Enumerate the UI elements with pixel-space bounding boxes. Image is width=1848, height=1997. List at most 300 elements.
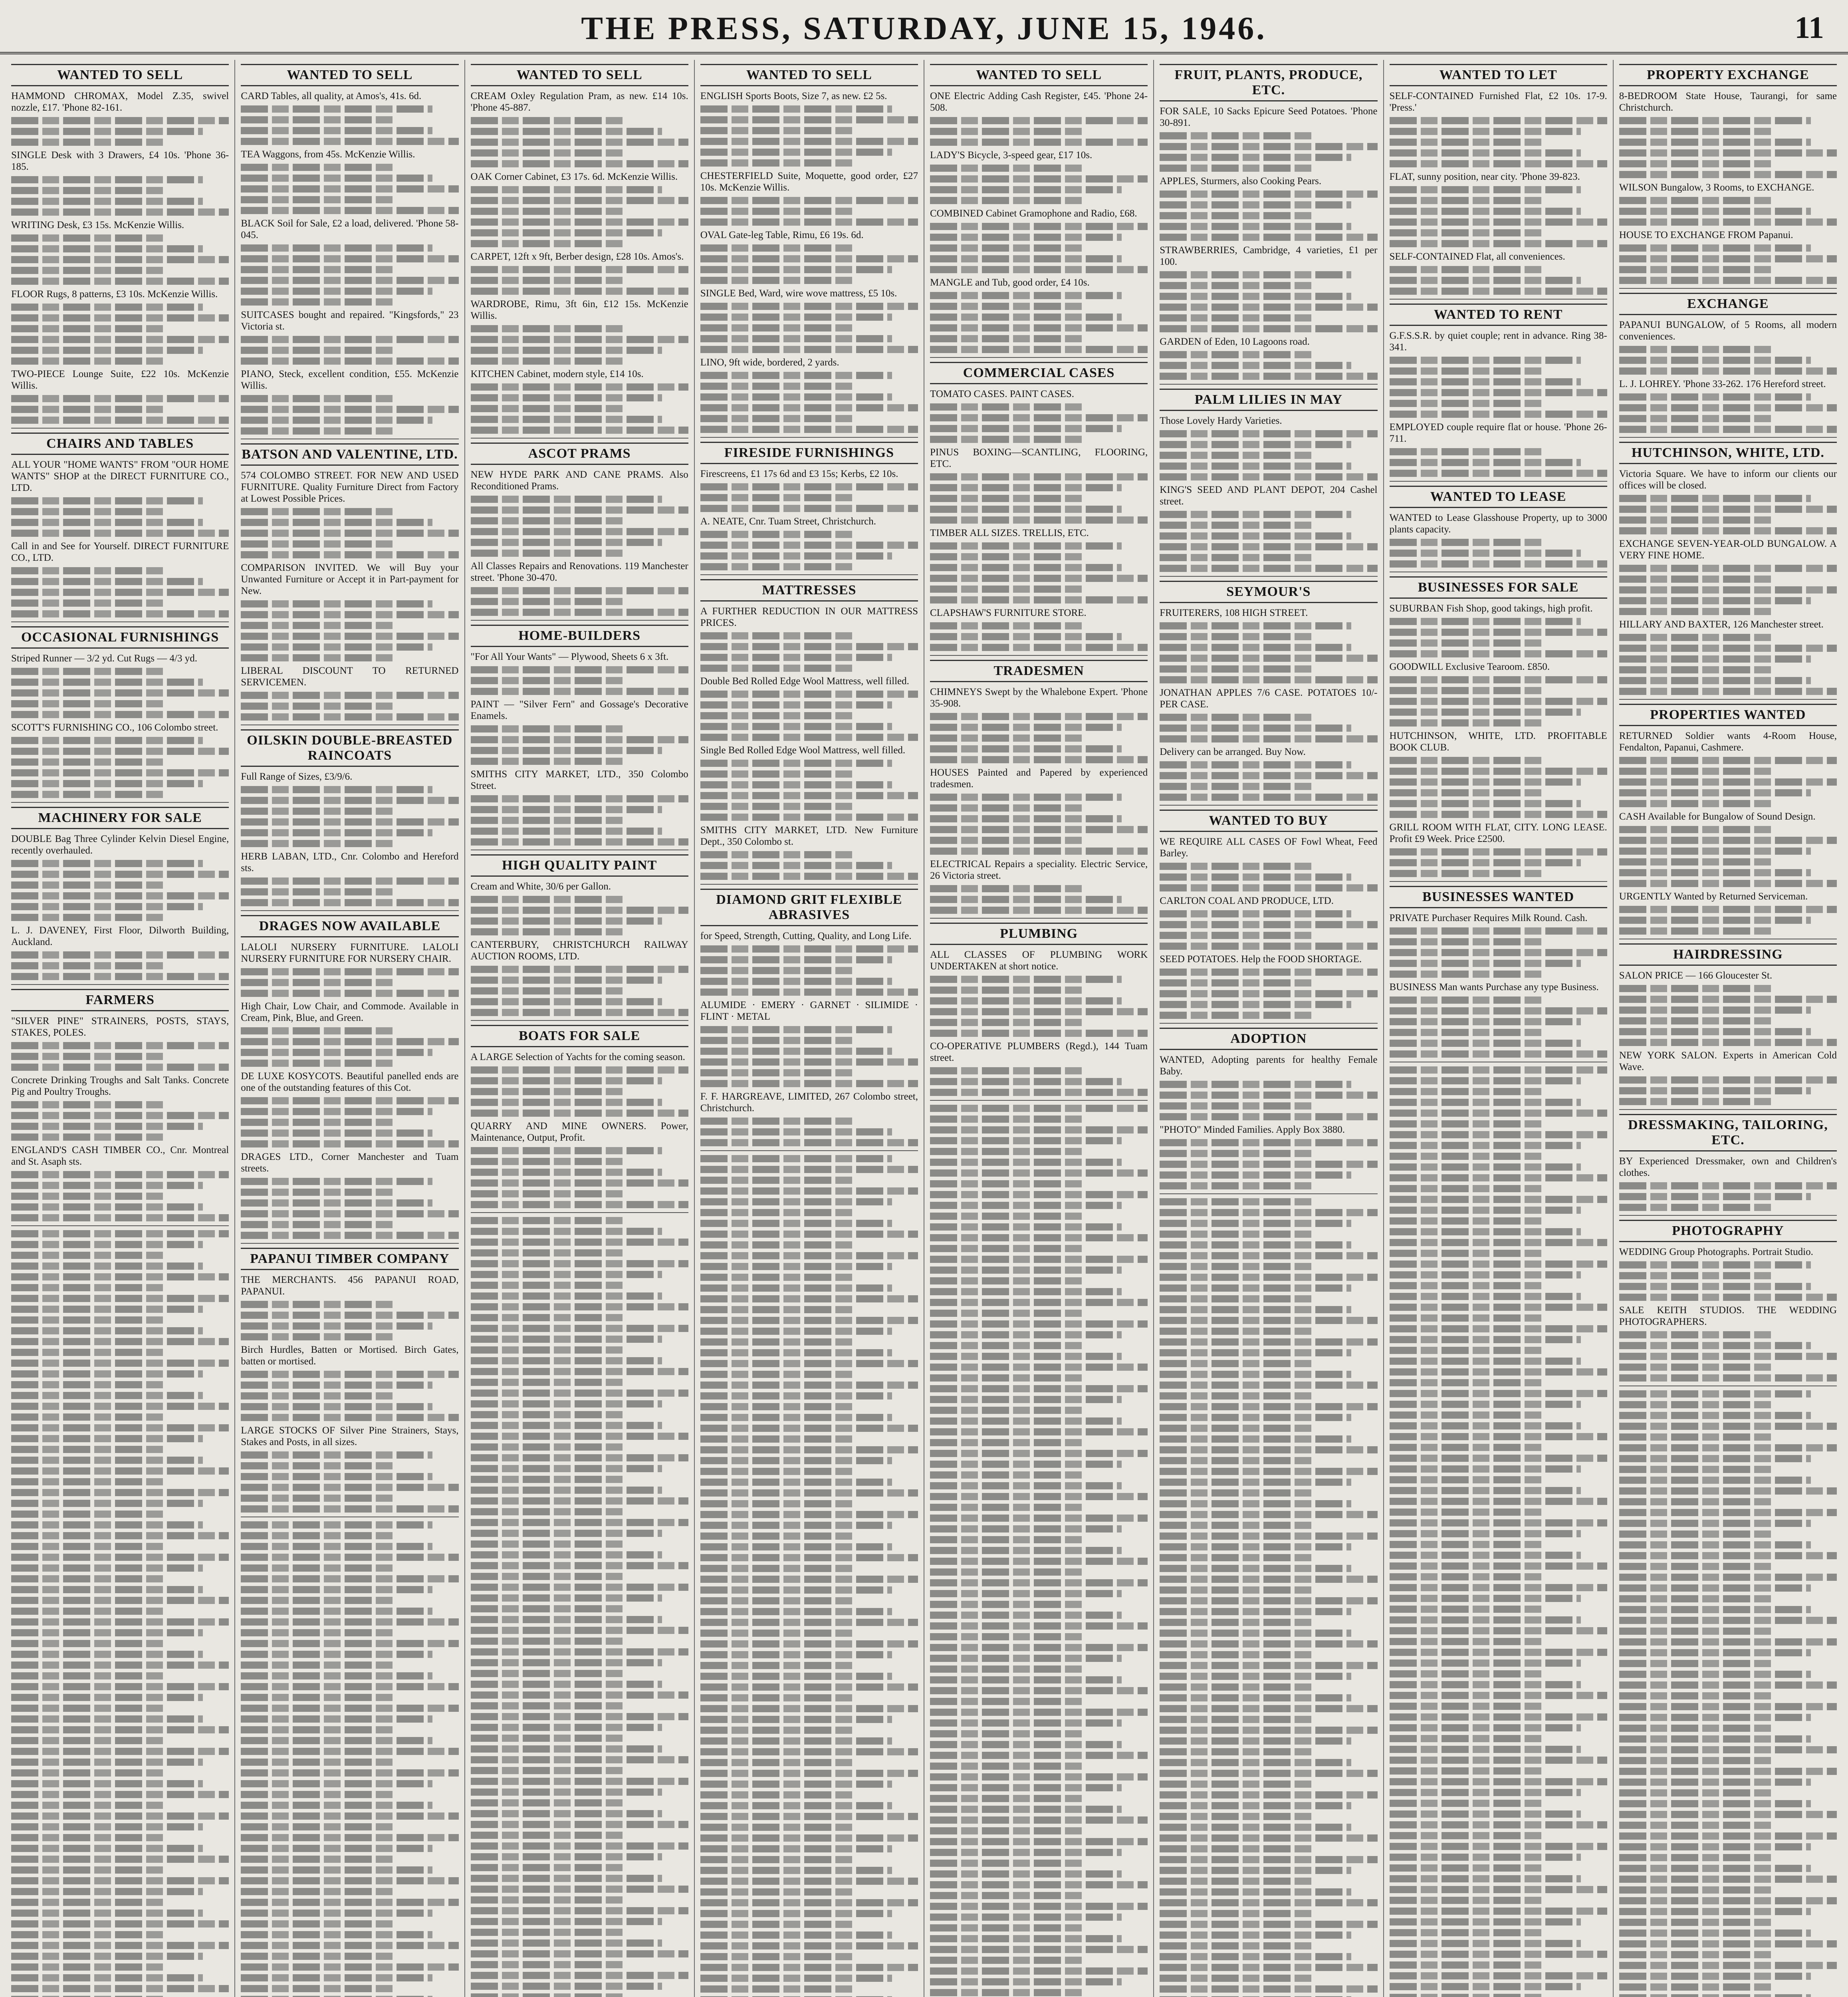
section-heading: WANTED TO RENT — [1390, 304, 1607, 326]
print-texture-line — [241, 1130, 432, 1137]
print-texture-line — [1619, 1606, 1811, 1613]
print-texture-line — [471, 1411, 623, 1418]
print-texture-line — [1160, 511, 1351, 518]
classified-ad: WILSON Bungalow, 3 Rooms, to EXCHANGE. — [1619, 182, 1814, 193]
print-texture-line — [471, 506, 688, 514]
print-texture-line — [471, 427, 688, 434]
print-texture-line — [1160, 1382, 1377, 1389]
print-texture-line — [11, 256, 229, 263]
print-texture-line — [11, 769, 229, 776]
print-texture-line — [1619, 1908, 1811, 1915]
print-texture-line — [1390, 378, 1581, 385]
print-texture-line — [471, 817, 623, 824]
section-divider — [11, 428, 229, 429]
print-texture-line — [471, 1476, 623, 1483]
print-texture-line — [700, 1128, 892, 1135]
section-divider — [471, 1020, 688, 1021]
print-texture-line — [930, 1741, 1122, 1748]
print-texture-line — [700, 1813, 918, 1820]
print-texture-line — [241, 530, 458, 537]
print-texture-line — [1619, 1725, 1772, 1732]
print-texture-line — [241, 1608, 432, 1615]
print-texture-line — [930, 1816, 1148, 1824]
print-texture-line — [1390, 1368, 1607, 1376]
print-texture-line — [700, 873, 918, 880]
print-texture-line — [1390, 1077, 1581, 1084]
print-texture-line — [930, 1644, 1148, 1651]
print-texture-line — [471, 1735, 623, 1742]
print-texture-line — [11, 1662, 229, 1669]
print-texture-line — [1619, 688, 1837, 695]
print-texture-line — [471, 1896, 623, 1904]
print-texture-line — [1619, 139, 1811, 146]
print-texture-line — [700, 531, 853, 538]
classified-ad: NEW YORK SALON. Experts in American Cold Wave. — [1619, 1050, 1837, 1072]
print-texture-line — [471, 966, 688, 973]
print-texture-line — [471, 1939, 662, 1947]
print-texture-line — [1390, 1595, 1581, 1602]
print-texture-line — [1160, 1619, 1312, 1626]
print-texture-line — [700, 494, 853, 501]
print-texture-line — [700, 1511, 918, 1518]
print-texture-line — [930, 436, 1083, 443]
print-texture-line — [1390, 1142, 1581, 1149]
print-texture-line — [1390, 139, 1542, 146]
classified-ad: TWO-PIECE Lounge Suite, £22 10s. McKenzie Willis. — [11, 369, 229, 391]
print-texture-line — [700, 426, 918, 433]
print-texture-line — [700, 1532, 853, 1540]
print-texture-line — [471, 1454, 688, 1461]
print-texture-line — [1390, 1379, 1542, 1386]
classified-ad: LIBERAL DISCOUNT TO RETURNED SERVICEMEN. — [241, 665, 459, 688]
print-texture-line — [930, 1676, 1122, 1683]
print-texture-line — [930, 1892, 1083, 1899]
print-texture-line — [11, 1618, 229, 1626]
print-texture-line — [1390, 1530, 1581, 1537]
print-texture-line — [1390, 1541, 1542, 1548]
print-texture-line — [11, 139, 164, 146]
print-texture-line — [1619, 1401, 1772, 1408]
classified-ad: SEED POTATOES. Help the FOOD SHORTAGE. — [1160, 954, 1362, 965]
print-texture-line — [11, 519, 203, 526]
print-texture-line — [241, 519, 432, 526]
print-texture-line — [241, 1899, 458, 1906]
section-heading: DIAMOND GRIT FLEXIBLE ABRASIVES — [700, 889, 918, 926]
print-texture-line — [1619, 1779, 1811, 1786]
print-texture-line — [700, 1425, 918, 1432]
print-texture-line — [1619, 495, 1811, 502]
print-texture-line — [1619, 1811, 1837, 1818]
print-texture-line — [11, 1672, 164, 1679]
print-texture-line — [471, 186, 662, 193]
print-texture-line — [1619, 367, 1837, 375]
section-heading: EXCHANGE — [1619, 293, 1837, 315]
print-texture-line — [1619, 1897, 1837, 1904]
print-texture-line — [241, 633, 458, 640]
print-texture-line — [471, 1778, 688, 1785]
print-texture-line — [1619, 346, 1772, 353]
print-texture-line — [700, 1597, 853, 1604]
print-texture-line — [700, 1802, 892, 1809]
classified-ad: High Chair, Low Chair, and Commode. Available in Cream, Pink, Blue, and Green. — [241, 1001, 459, 1023]
print-texture-line — [241, 1651, 432, 1658]
print-texture-line — [471, 736, 688, 743]
classified-ad: "SILVER PINE" STRAINERS, POSTS, STAYS, STAKES, POLES. — [11, 1016, 229, 1038]
print-texture-line — [1390, 1584, 1607, 1591]
print-texture-line — [11, 1823, 203, 1830]
print-texture-line — [1390, 971, 1542, 978]
print-texture-line — [1390, 1207, 1581, 1214]
print-texture-line — [11, 668, 164, 675]
print-texture-line — [1619, 1182, 1837, 1189]
print-texture-line — [1619, 117, 1811, 124]
section-heading: HIGH QUALITY PAINT — [471, 854, 688, 877]
print-texture-line — [1619, 506, 1837, 513]
print-texture-line — [471, 277, 623, 284]
print-texture-line — [700, 404, 918, 411]
print-texture-line — [1619, 1531, 1772, 1538]
print-texture-line — [241, 1963, 458, 1971]
print-texture-line — [241, 1575, 458, 1582]
print-texture-line — [700, 277, 853, 284]
print-texture-line — [471, 347, 662, 354]
section-heading: MACHINERY FOR SALE — [11, 807, 229, 829]
print-texture-line — [1619, 1994, 1811, 1997]
print-texture-line — [930, 1687, 1148, 1694]
print-texture-line — [471, 1540, 623, 1548]
print-texture-line — [241, 1737, 432, 1744]
print-texture-line — [930, 1515, 1148, 1522]
print-texture-line — [1160, 1727, 1377, 1734]
print-texture-line — [11, 1521, 203, 1529]
classified-ad: OAK Corner Cabinet, £3 17s. 6d. McKenzie Willis. — [470, 171, 678, 182]
print-texture-line — [1160, 1241, 1351, 1249]
print-texture-line — [11, 914, 164, 921]
print-texture-line — [471, 1832, 623, 1839]
print-texture-line — [241, 138, 458, 145]
print-texture-line — [1619, 277, 1837, 284]
print-texture-line — [700, 1705, 918, 1712]
print-texture-line — [1390, 1713, 1607, 1721]
print-texture-line — [1160, 351, 1312, 358]
print-texture-line — [930, 1504, 1083, 1511]
print-texture-line — [471, 1519, 688, 1526]
section-heading: WANTED TO LEASE — [1390, 486, 1607, 508]
print-texture-line — [241, 797, 458, 804]
print-texture-line — [700, 632, 853, 639]
print-texture-line — [241, 703, 393, 710]
print-texture-line — [1619, 1962, 1837, 1969]
print-texture-line — [471, 598, 623, 605]
print-texture-line — [1390, 1627, 1607, 1634]
print-texture-line — [241, 877, 458, 885]
print-texture-line — [471, 1443, 623, 1451]
print-texture-line — [471, 208, 623, 215]
print-texture-line — [930, 575, 1148, 582]
print-texture-line — [1619, 837, 1837, 844]
print-texture-line — [930, 1719, 1122, 1727]
print-texture-line — [1160, 761, 1351, 768]
print-texture-line — [1619, 1865, 1811, 1872]
print-texture-line — [1160, 1899, 1377, 1906]
print-texture-line — [700, 1382, 918, 1389]
print-texture-line — [1390, 629, 1607, 636]
print-texture-line — [1390, 1918, 1581, 1926]
print-texture-line — [1619, 1487, 1837, 1495]
print-texture-line — [1619, 393, 1811, 401]
print-texture-line — [1619, 426, 1837, 433]
print-texture-line — [930, 1903, 1148, 1910]
print-texture-line — [1390, 789, 1542, 796]
print-texture-line — [241, 1812, 458, 1820]
print-texture-line — [471, 1875, 662, 1882]
print-texture-line — [700, 1953, 853, 1960]
classified-ad: SELF-CONTAINED Flat, all conveniences. — [1389, 251, 1565, 262]
print-texture-line — [11, 700, 164, 707]
print-texture-line — [1390, 400, 1542, 407]
print-texture-line — [930, 1008, 1148, 1015]
print-texture-line — [11, 1856, 229, 1863]
print-texture-line — [11, 1554, 229, 1561]
print-texture-line — [1619, 149, 1837, 157]
classified-ad: LARGE STOCKS OF Silver Pine Strainers, Stays, Stakes and Posts, in all sizes. — [241, 1425, 459, 1447]
print-texture-line — [1390, 1185, 1542, 1192]
print-texture-line — [471, 416, 662, 423]
classified-ad: STRAWBERRIES, Cambridge, 4 varieties, £1 per 100. — [1160, 245, 1378, 267]
print-texture-line — [1390, 1007, 1607, 1014]
print-texture-line — [700, 1942, 918, 1949]
print-texture-line — [700, 1241, 853, 1249]
print-texture-line — [1160, 362, 1351, 369]
print-texture-line — [11, 417, 229, 424]
print-texture-line — [241, 1301, 393, 1308]
print-texture-line — [930, 848, 1148, 855]
print-texture-line — [1619, 1444, 1837, 1451]
print-texture-line — [241, 1780, 432, 1787]
print-texture-line — [471, 907, 688, 914]
print-texture-line — [11, 1985, 229, 1992]
classified-ad: TOMATO CASES. PAINT CASES. — [930, 389, 1074, 399]
classified-ad: OVAL Gate-leg Table, Rimu, £6 19s. 6d. — [700, 230, 864, 240]
print-texture-line — [11, 1193, 164, 1200]
print-texture-line — [1390, 1994, 1542, 1997]
print-texture-line — [1160, 1888, 1351, 1896]
page-number: 11 — [1794, 10, 1824, 45]
classified-ad: Double Bed Rolled Edge Wool Mattress, well filled. — [700, 676, 909, 687]
print-texture-line — [1390, 208, 1581, 215]
classified-ad: LADY'S Bicycle, 3-speed gear, £17 10s. — [930, 150, 1093, 161]
print-texture-line — [1390, 997, 1542, 1004]
print-texture-line — [11, 1263, 203, 1270]
print-texture-line — [11, 1683, 229, 1690]
print-texture-line — [1390, 1649, 1607, 1656]
classified-ad: WANTED, Adopting parents for healthy Female Baby. — [1160, 1054, 1378, 1077]
print-texture-line — [11, 497, 203, 504]
print-texture-line — [930, 1180, 1083, 1187]
print-texture-line — [11, 1748, 229, 1755]
print-texture-line — [1160, 943, 1377, 950]
print-texture-line — [1160, 665, 1312, 673]
classified-ad: LALOLI NURSERY FURNITURE. LALOLI NURSERY FURNITURE FOR NURSERY CHAIR. — [241, 942, 459, 964]
print-texture-line — [700, 1888, 853, 1896]
print-texture-line — [1619, 1789, 1772, 1797]
print-texture-line — [1160, 441, 1351, 448]
print-texture-line — [471, 1303, 688, 1310]
print-texture-line — [1160, 1532, 1377, 1540]
print-texture-line — [11, 1241, 203, 1248]
print-texture-line — [700, 967, 853, 974]
print-texture-line — [1160, 373, 1377, 380]
print-texture-line — [700, 244, 853, 252]
print-texture-line — [700, 1630, 853, 1637]
print-texture-line — [1160, 1867, 1351, 1874]
print-texture-line — [700, 1522, 892, 1529]
print-texture-line — [930, 1493, 1148, 1500]
classified-ad: EMPLOYED couple require flat or house. 'Phone 26-711. — [1389, 422, 1607, 444]
print-texture-line — [471, 1983, 662, 1990]
print-texture-line — [700, 1619, 918, 1626]
print-texture-line — [700, 149, 892, 156]
section-heading: DRAGES NOW AVAILABLE — [241, 915, 458, 937]
print-texture-line — [930, 1148, 1083, 1155]
classified-ad: ALL CLASSES OF PLUMBING WORK UNDERTAKEN at short notice. — [930, 949, 1148, 972]
print-texture-line — [471, 1594, 662, 1602]
print-texture-line — [241, 298, 393, 306]
print-texture-line — [700, 372, 892, 379]
print-texture-line — [1390, 1864, 1542, 1872]
print-texture-line — [1160, 1161, 1377, 1168]
print-texture-line — [1160, 293, 1351, 300]
print-texture-line — [930, 473, 1148, 480]
print-texture-line — [1160, 223, 1351, 230]
print-texture-line — [1390, 1908, 1607, 1915]
print-texture-line — [241, 1027, 393, 1034]
print-texture-line — [1619, 906, 1837, 913]
print-texture-line — [1619, 255, 1837, 262]
print-texture-line — [1160, 1640, 1377, 1648]
print-texture-line — [930, 234, 1122, 241]
print-texture-line — [1160, 1182, 1312, 1189]
print-texture-line — [471, 1169, 662, 1176]
print-texture-line — [241, 968, 458, 975]
print-texture-line — [1160, 1489, 1312, 1497]
print-texture-line — [1390, 1411, 1542, 1419]
print-texture-line — [241, 1119, 393, 1126]
print-texture-line — [11, 1500, 203, 1507]
print-texture-line — [1390, 459, 1581, 466]
section-heading: HOME-BUILDERS — [471, 625, 688, 647]
print-texture-line — [1390, 859, 1581, 866]
print-texture-line — [241, 1672, 432, 1679]
print-texture-line — [241, 1382, 432, 1389]
print-texture-line — [1160, 271, 1351, 278]
print-texture-line — [471, 240, 623, 247]
print-texture-line — [241, 611, 458, 618]
print-texture-line — [1390, 1972, 1607, 1979]
print-texture-line — [1390, 811, 1607, 818]
print-texture-line — [11, 1203, 203, 1211]
print-texture-line — [1160, 201, 1351, 208]
print-texture-line — [1160, 1317, 1377, 1324]
print-texture-line — [471, 609, 688, 616]
print-texture-line — [1390, 1832, 1542, 1839]
print-texture-line — [471, 1918, 662, 1925]
print-texture-line — [1160, 655, 1377, 662]
print-texture-line — [930, 414, 1148, 421]
section-heading: TRADESMEN — [930, 660, 1148, 682]
print-texture-line — [930, 1601, 1083, 1608]
print-texture-line — [471, 1066, 688, 1074]
print-texture-line — [1390, 676, 1607, 683]
print-texture-line — [471, 1810, 662, 1817]
print-texture-line — [1619, 197, 1772, 204]
print-texture-line — [241, 600, 432, 607]
print-texture-line — [1160, 1705, 1377, 1712]
print-texture-line — [11, 1715, 203, 1723]
print-texture-line — [1390, 1239, 1607, 1246]
print-texture-line — [700, 1910, 892, 1917]
print-texture-line — [1619, 1574, 1837, 1581]
print-texture-line — [241, 1845, 432, 1852]
print-texture-line — [241, 1564, 393, 1572]
print-texture-line — [700, 1543, 892, 1550]
print-texture-line — [1160, 1220, 1351, 1227]
print-texture-line — [1390, 1670, 1542, 1677]
print-texture-line — [11, 395, 229, 402]
column-7 — [1384, 60, 1614, 1997]
print-texture-line — [1619, 1541, 1811, 1548]
print-texture-line — [1160, 1630, 1351, 1637]
print-texture-line — [1619, 1768, 1837, 1775]
section-heading: WANTED TO SELL — [471, 64, 688, 86]
print-texture-line — [11, 1457, 203, 1464]
print-texture-line — [1160, 1328, 1312, 1335]
print-texture-line — [241, 395, 393, 402]
classified-ad: PAPANUI BUNGALOW, of 5 Rooms, all modern conveniences. — [1619, 320, 1837, 342]
print-texture-line — [1619, 1433, 1772, 1441]
print-texture-line — [1390, 870, 1542, 877]
classified-ad: ALUMIDE · EMERY · GARNET · SILIMIDE · FLINT · METAL — [700, 1000, 918, 1022]
print-texture-line — [471, 795, 688, 802]
print-texture-line — [700, 734, 918, 741]
print-texture-line — [11, 1316, 164, 1324]
print-texture-line — [1390, 1519, 1607, 1527]
print-texture-line — [1619, 415, 1772, 422]
section-divider — [700, 437, 918, 438]
column-8 — [1614, 60, 1842, 1997]
print-texture-line — [930, 987, 1083, 994]
print-texture-line — [700, 665, 853, 672]
print-texture-line — [241, 417, 432, 424]
print-texture-line — [471, 1638, 623, 1645]
print-texture-line — [11, 1910, 203, 1917]
print-texture-line — [1619, 266, 1772, 273]
print-texture-line — [471, 528, 688, 535]
print-texture-line — [11, 1532, 229, 1539]
print-texture-line — [1390, 1131, 1607, 1138]
print-texture-line — [700, 1824, 853, 1831]
section-heading: CHAIRS AND TABLES — [11, 433, 229, 455]
classified-ad: Single Bed Rolled Edge Wool Mattress, well filled. — [700, 745, 906, 756]
print-texture-line — [11, 208, 229, 216]
print-texture-line — [1160, 1446, 1377, 1453]
print-texture-line — [241, 1942, 458, 1949]
print-texture-line — [1160, 1457, 1312, 1464]
classified-ad: PRIVATE Purchaser Requires Milk Round. Cash. — [1389, 913, 1588, 923]
print-texture-line — [700, 1252, 918, 1259]
print-texture-line — [700, 1770, 918, 1777]
print-texture-line — [471, 1627, 688, 1634]
